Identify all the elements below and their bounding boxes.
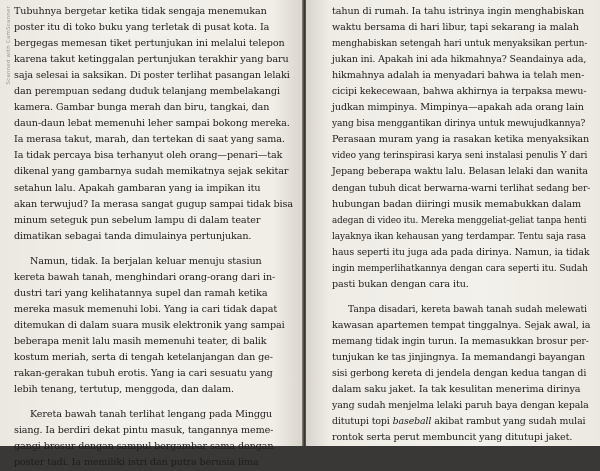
text-line: layaknya ikan kehausan yang terdampar. Tentu saja rasa xyxy=(332,231,586,242)
text-line: ditutupi topi baseball akibat rambut yang sudah mulai xyxy=(332,416,586,428)
text-line: Kereta bawah tanah terlihat lengang pada Minggu xyxy=(30,409,273,421)
text-line: pasti bukan dengan cara itu. xyxy=(332,278,469,290)
text-line: Ia tidak percaya bisa terhanyut oleh orang—penari—tak xyxy=(14,150,283,162)
text-line: Tanpa disadari, kereta bawah tanah sudah melewati xyxy=(348,303,587,315)
text-line: dengan tubuh dicat berwarna-warni terlihat sedang ber- xyxy=(332,182,591,194)
text-line: ingin memperlihatkannya dengan cara seperti itu. Sudah xyxy=(332,263,588,274)
italic-term: baseball xyxy=(392,416,432,428)
text-line: setahun lalu. Apakah gambaran yang ia impikan itu xyxy=(14,182,261,194)
text-line: Ia merasa takut, marah, dan tertekan di saat yang sama. xyxy=(14,134,285,146)
text-line: bergegas memesan tiket pertunjukan ini melalui telepon xyxy=(14,38,285,50)
text-line: dimatikan sebagai tanda dimulainya pertunjukan. xyxy=(14,230,252,242)
text-line: video yang terinspirasi karya seni instalasi penulis Y dari xyxy=(332,151,588,162)
text-line: rontok serta perut membuncit yang ditutupi jaket. xyxy=(332,432,573,444)
text-line: haus seperti itu juga ada pada dirinya. Namun, ia tidak xyxy=(332,246,590,258)
text-line: kereta bawah tanah, menghindari orang-orang dari in- xyxy=(14,271,276,283)
text-line: kawasan apartemen tempat tinggalnya. Sejak awal, ia xyxy=(332,319,591,331)
text-line: tunjukan ke tas jinjingnya. Ia memandangi bayangan xyxy=(332,351,586,363)
text-line: tahun di rumah. Ia tahu istrinya ingin menghabiskan xyxy=(332,6,585,17)
paragraph-gap xyxy=(332,293,590,302)
scanner-watermark: Scanned with CamScanner xyxy=(6,6,12,85)
text-line: kostum meriah, serta di tengah ketelanjangan dan ge- xyxy=(14,351,273,363)
text-line: hubungan badan diiringi musik memabukkan dalam xyxy=(332,198,582,210)
paragraph-gap xyxy=(14,398,294,407)
paragraph-gap xyxy=(14,245,294,254)
text-line: Tubuhnya bergetar ketika tidak sengaja menemukan xyxy=(14,6,267,17)
right-page-text xyxy=(332,4,590,446)
text-line: beberapa menit lalu masih memenuhi teater, di balik xyxy=(14,335,267,347)
text-line: Perasaan muram yang ia rasakan ketika menyaksikan xyxy=(332,134,590,146)
text-line: cicipi kekecewaan, bahwa akhirnya ia terpaksa mewu- xyxy=(332,86,587,98)
left-paragraph-1 xyxy=(14,4,294,245)
left-page-text xyxy=(14,4,294,471)
text-line: Jepang beberapa waktu lalu. Belasan lelaki dan wanita xyxy=(332,166,588,178)
text-line: jukan ini. Apakah ini ada hikmahnya? Seandainya ada, xyxy=(332,54,587,66)
text-line: gangi brosur dengan sampul bergambar sama dengan xyxy=(14,441,274,453)
text-line: minum seteguk pun sebelum lampu di dalam teater xyxy=(14,214,261,226)
text-line: poster tadi. Ia memiliki istri dan putra berusia lima xyxy=(14,457,259,469)
text-line: adegan di video itu. Mereka menggeliat-geliat tanpa henti xyxy=(332,215,587,226)
text-line: waktu bersama di hari libur, tapi sekarang ia malah xyxy=(332,22,579,34)
right-paragraph-1 xyxy=(332,4,590,293)
text-line: hikmahnya adalah ia menyadari bahwa ia telah men- xyxy=(332,70,585,82)
text-line: yang sudah menjelma lelaki paruh baya dengan kepala xyxy=(332,400,589,412)
text-line: menghabiskan setengah hari untuk menyaksikan pertun- xyxy=(332,39,588,50)
text-line: ditemukan di dalam suara musik elektronik yang sampai xyxy=(14,319,285,331)
text-line: yang bisa menggantikan dirinya untuk mewujudkannya? xyxy=(332,119,586,130)
text-line: dalam saku jaket. Ia tak kesulitan menerima dirinya xyxy=(332,384,581,396)
right-paragraph-2 xyxy=(332,302,590,446)
text-line: akan terwujud? Ia merasa sangat gugup sampai tidak bisa xyxy=(14,198,293,210)
text-line: Namun, tidak. Ia berjalan keluar menuju stasiun xyxy=(30,255,262,267)
text-line: poster itu di toko buku yang terletak di pusat kota. Ia xyxy=(14,22,270,34)
text-line: daun-daun lebat memenuhi leher sampai bokong mereka. xyxy=(14,118,290,130)
text-line: siang. Ia berdiri dekat pintu masuk, tangannya meme- xyxy=(14,425,274,437)
text-line: kamera. Gambar bunga merah dan biru, tangkai, dan xyxy=(14,102,270,114)
text-line: rakan-gerakan tubuh erotis. Yang ia cari sesuatu yang xyxy=(14,368,273,380)
text-line: sisi gerbong kereta di jendela dengan kedua tangan di xyxy=(332,368,587,380)
text-line: dustri tari yang kelihatannya supel dan ramah ketika xyxy=(14,287,268,299)
left-paragraph-2 xyxy=(14,254,294,398)
text-line: dikenal yang gambarnya sudah memikatnya sejak sekitar xyxy=(14,166,289,178)
text-line: judkan mimpinya. Mimpinya—apakah ada orang lain xyxy=(332,102,584,114)
text-line: dan perempuan sedang duduk telanjang membelakangi xyxy=(14,86,280,98)
left-paragraph-3 xyxy=(14,407,294,471)
text-line: memang tidak ingin turun. Ia memasukkan brosur per- xyxy=(332,335,589,347)
right-page xyxy=(306,0,600,446)
text-line: karena takut ketinggalan pertunjukan terakhir yang baru xyxy=(14,54,289,66)
text-line: saja selesai ia saksikan. Di poster terlihat pasangan lelaki xyxy=(14,70,290,82)
text-line: mereka masuk memenuhi lobi. Yang ia cari tidak dapat xyxy=(14,303,278,315)
text-line: lebih tenang, tertutup, menggoda, dan dalam. xyxy=(14,384,234,396)
